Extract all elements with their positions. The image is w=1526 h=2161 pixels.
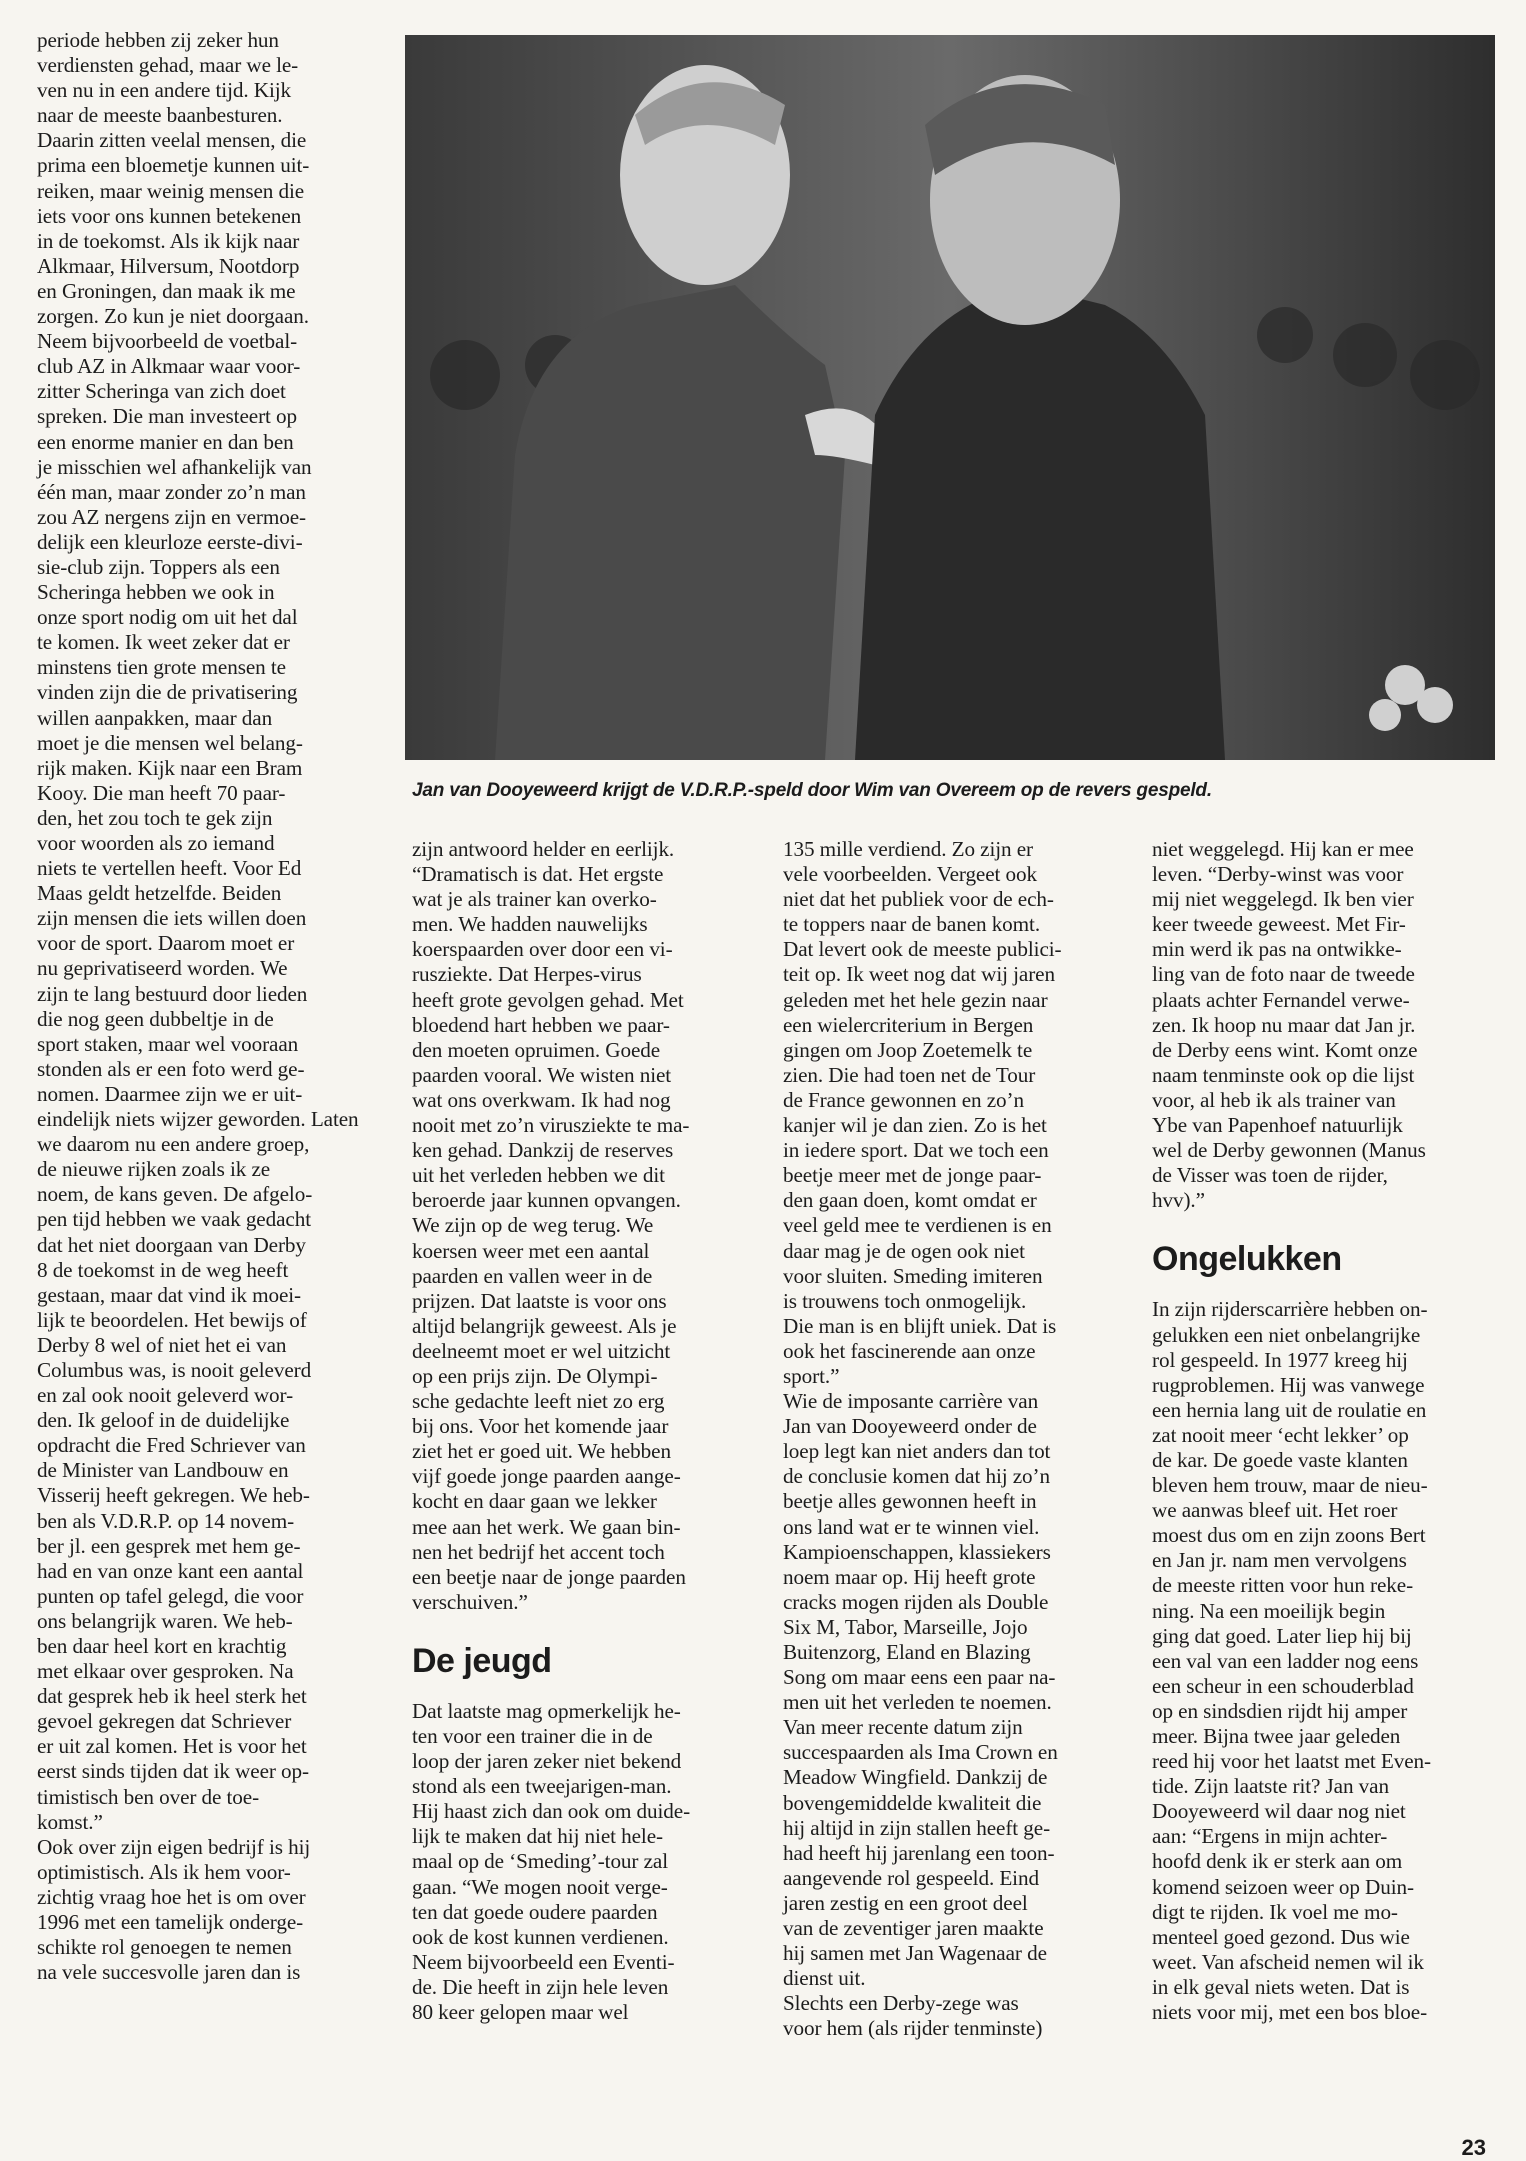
text-line: gevoel gekregen dat Schriever — [37, 1709, 292, 1734]
text-line: paarden vooral. We wisten niet — [412, 1062, 672, 1087]
text-line: ging dat goed. Later liep hij bij — [1152, 1623, 1412, 1648]
text-line: verschuiven.” — [412, 1589, 528, 1614]
text-line: je misschien wel afhankelijk van — [37, 454, 312, 479]
text-line: naam tenminste ook op die lijst — [1152, 1062, 1415, 1087]
text-line: moest dus om en zijn zoons Bert — [1152, 1523, 1426, 1548]
text-line: lijk te maken dat hij niet hele- — [412, 1824, 663, 1849]
text-line: stond als een tweejarigen-man. — [412, 1774, 672, 1799]
text-line: reed hij voor het laatst met Even- — [1152, 1749, 1432, 1774]
text-line: noem, de kans geven. De afgelo- — [37, 1182, 313, 1207]
text-line: uit het verleden hebben we dit — [412, 1163, 665, 1188]
text-line: koerspaarden over door een vi- — [412, 937, 673, 962]
text-line: Kampioenschappen, klassiekers — [783, 1539, 1051, 1564]
text-line: timistisch ben over de toe- — [37, 1784, 260, 1809]
text-line: Van meer recente datum zijn — [783, 1715, 1023, 1740]
photo — [405, 35, 1495, 760]
text-line: men uit het verleden te noemen. — [783, 1690, 1052, 1715]
text-line: maal op de ‘Smeding’-tour zal — [412, 1849, 668, 1874]
text-line: club AZ in Alkmaar waar voor- — [37, 354, 301, 379]
text-line: ber jl. een gesprek met hem ge- — [37, 1533, 301, 1558]
text-line: mee aan het werk. We gaan bin- — [412, 1514, 681, 1539]
text-line: prima een bloemetje kunnen uit- — [37, 153, 310, 178]
text-line: ning. Na een moeilijk begin — [1152, 1598, 1386, 1623]
text-line: den gaan doen, komt omdat er — [783, 1188, 1037, 1213]
text-line: zat nooit meer ‘echt lekker’ op — [1152, 1422, 1409, 1447]
text-line: de Visser was toen de rijder, — [1152, 1163, 1388, 1188]
text-line: zen. Ik hoop nu maar dat Jan jr. — [1152, 1012, 1416, 1037]
text-line: tide. Zijn laatste rit? Jan van — [1152, 1774, 1389, 1799]
text-line: zijn te lang bestuurd door lieden — [37, 981, 308, 1006]
text-line: ook de kost kunnen verdienen. — [412, 1924, 669, 1949]
text-line: Alkmaar, Hilversum, Nootdorp — [37, 253, 300, 278]
text-line: daar mag je de ogen ook niet — [783, 1238, 1025, 1263]
text-line: cracks mogen rijden als Double — [783, 1589, 1049, 1614]
text-line: is trouwens toch onmogelijk. — [783, 1288, 1027, 1313]
text-line: gaan. “We mogen nooit verge- — [412, 1874, 668, 1899]
section-heading-jeugd: De jeugd — [412, 1641, 552, 1680]
text-line: op en sindsdien rijdt hij amper — [1152, 1698, 1408, 1723]
text-line: bovengemiddelde kwaliteit die — [783, 1790, 1042, 1815]
page-number: 23 — [1461, 2135, 1486, 2160]
text-line: 135 mille verdiend. Zo zijn er — [783, 837, 1033, 861]
text-line: gelukken een niet onbelangrijke — [1152, 1322, 1421, 1347]
text-line: Dat laatste mag opmerkelijk he- — [412, 1698, 681, 1723]
text-line: ken gehad. Dankzij de reserves — [412, 1138, 674, 1163]
text-line: teit op. Ik weet nog dat wij jaren — [783, 962, 1055, 987]
text-line: Dooyeweerd wil daar nog niet — [1152, 1799, 1406, 1824]
text-line: menteel goed gezond. Dus wie — [1152, 1924, 1410, 1949]
text-line: men. We hadden nauwelijks — [412, 912, 648, 937]
text-line: er uit zal komen. Het is voor het — [37, 1734, 307, 1759]
text-line: hij altijd in zijn stallen heeft ge- — [783, 1815, 1051, 1840]
section-heading-ongelukken: Ongelukken — [1152, 1240, 1342, 1279]
text-line: en Groningen, dan maak ik me — [37, 278, 296, 303]
text-line: beroerde jaar kunnen opvangen. — [412, 1188, 681, 1213]
text-line: vijf goede jonge paarden aange- — [412, 1464, 681, 1489]
text-line: Meadow Wingfield. Dankzij de — [783, 1765, 1048, 1790]
text-line: Ybe van Papenhoef natuurlijk — [1152, 1113, 1403, 1138]
text-line: kocht en daar gaan we lekker — [412, 1489, 657, 1514]
text-line: 1996 met een tamelijk onderge- — [37, 1910, 304, 1935]
text-line: voor, al heb ik als trainer van — [1152, 1087, 1396, 1112]
text-line: rijk maken. Kijk naar een Bram — [37, 755, 303, 780]
text-line: een beetje naar de jonge paarden — [412, 1564, 686, 1589]
text-line: moet je die mensen wel belang- — [37, 730, 303, 755]
text-line: keer tweede geweest. Met Fir- — [1152, 912, 1406, 937]
text-line: Wie de imposante carrière van — [783, 1389, 1039, 1414]
text-line: heeft grote gevolgen gehad. Met — [412, 987, 684, 1012]
text-line: voor sluiten. Smeding imiteren — [783, 1263, 1043, 1288]
text-line: altijd belangrijk geweest. Als je — [412, 1313, 677, 1338]
text-line: verdiensten gehad, maar we le- — [37, 53, 299, 78]
text-line: zorgen. Zo kun je niet doorgaan. — [37, 304, 309, 329]
text-line: digt te rijden. Ik voel me mo- — [1152, 1899, 1398, 1924]
text-line: aangevende rol gespeeld. Eind — [783, 1865, 1039, 1890]
text-line: voor de sport. Daarom moet er — [37, 931, 295, 956]
text-line: stonden als er een foto werd ge- — [37, 1056, 305, 1081]
photo-two-men-pinning-badge-icon — [405, 35, 1495, 760]
text-line: lijk te beoordelen. Het bewijs of — [37, 1307, 307, 1332]
text-line: de meeste ritten voor hun reke- — [1152, 1573, 1414, 1598]
text-line: in de toekomst. Als ik kijk naar — [37, 228, 300, 253]
text-line: Die man is en blijft uniek. Dat is — [783, 1313, 1057, 1338]
text-line: wat ons overkwam. Ik had nog — [412, 1087, 671, 1112]
text-line: dat gesprek heb ik heel sterk het — [37, 1684, 307, 1709]
text-line: een wielercriterium in Bergen — [783, 1012, 1034, 1037]
text-line: spreken. Die man investeert op — [37, 404, 297, 429]
text-line: komst.” — [37, 1809, 103, 1834]
text-line: jaren zestig en een groot deel — [783, 1890, 1028, 1915]
text-line: iets voor ons kunnen betekenen — [37, 203, 302, 228]
text-line: loep legt kan niet anders dan tot — [783, 1439, 1051, 1464]
text-line: In zijn rijderscarrière hebben on- — [1152, 1297, 1428, 1322]
text-line: sie-club zijn. Toppers als een — [37, 554, 280, 579]
photo-caption: Jan van Dooyeweerd krijgt de V.D.R.P.-speld door Wim van Overeem op de revers gespeld. — [412, 780, 1212, 801]
text-line: de Derby eens wint. Komt onze — [1152, 1037, 1418, 1062]
text-line: op een prijs zijn. De Olympi- — [412, 1363, 658, 1388]
text-line: hoofd denk ik er sterk aan om — [1152, 1849, 1403, 1874]
text-line: rol gespeeld. In 1977 kreeg hij — [1152, 1347, 1408, 1372]
text-line: in iedere sport. Dat we toch een — [783, 1138, 1049, 1163]
text-line: Visserij heeft gekregen. We heb- — [37, 1483, 310, 1508]
text-line: met elkaar over gesproken. Na — [37, 1659, 294, 1684]
text-line: en Jan jr. nam men vervolgens — [1152, 1548, 1407, 1573]
text-line: mij niet weggelegd. Ik ben vier — [1152, 887, 1414, 912]
text-column-1 — [37, 28, 402, 1985]
text-line: reiken, maar weinig mensen die — [37, 178, 305, 203]
text-line: niets te vertellen heeft. Voor Ed — [37, 856, 302, 881]
text-line: Kooy. Die man heeft 70 paar- — [37, 780, 286, 805]
text-line: na vele succesvolle jaren dan is — [37, 1960, 301, 1985]
text-line: Six M, Tabor, Marseille, Jojo — [783, 1614, 1028, 1639]
text-line: willen aanpakken, maar dan — [37, 705, 273, 730]
text-line: paarden en vallen weer in de — [412, 1263, 653, 1288]
text-line: meer. Bijna twee jaar geleden — [1152, 1724, 1401, 1748]
text-line: dat het niet doorgaan van Derby — [37, 1232, 306, 1257]
text-line: hij samen met Jan Wagenaar de — [783, 1941, 1047, 1966]
text-line: Slechts een Derby-zege was — [783, 1991, 1019, 2016]
text-line: minstens tien grote mensen te — [37, 655, 286, 680]
text-line: Song om maar eens een paar na- — [783, 1665, 1056, 1690]
text-line: den, het zou toch te gek zijn — [37, 805, 273, 830]
text-line: één man, maar zonder zo’n man — [37, 479, 306, 504]
text-line: niets voor mij, met een bos bloe- — [1152, 2000, 1428, 2025]
text-line: leven. “Derby-winst was voor — [1152, 862, 1404, 887]
text-line: bloedend hart hebben we paar- — [412, 1012, 670, 1037]
text-line: delijk een kleurloze eerste-divi- — [37, 529, 303, 554]
text-line: in elk geval niets weten. Dat is — [1152, 1974, 1410, 1999]
text-line: Jan van Dooyeweerd onder de — [783, 1414, 1037, 1439]
text-line: den moeten opruimen. Goede — [412, 1037, 661, 1062]
text-line: Neem bijvoorbeeld de voetbal- — [37, 329, 298, 354]
text-line: had en van onze kant een aantal — [37, 1558, 304, 1583]
text-line: zou AZ nergens zijn en vermoe- — [37, 504, 307, 529]
text-line: voor hem (als rijder tenminste) — [783, 2016, 1043, 2041]
text-line: wel de Derby gewonnen (Manus — [1152, 1138, 1426, 1163]
text-line: gingen om Joop Zoetemelk te — [783, 1037, 1033, 1062]
text-line: weet. Van afscheid nemen wil ik — [1152, 1949, 1424, 1974]
text-line: “Dramatisch is dat. Het ergste — [412, 862, 664, 887]
text-line: te komen. Ik weet zeker dat er — [37, 630, 290, 655]
text-line: ven nu in een andere tijd. Kijk — [37, 78, 292, 103]
text-line: de kar. De goede vaste klanten — [1152, 1447, 1408, 1472]
text-line: deelneemt moet er wel uitzicht — [412, 1338, 671, 1363]
col2-body-b — [412, 1699, 767, 2025]
text-line: beetje alles gewonnen heeft in — [783, 1489, 1037, 1514]
text-line: vele voorbeelden. Vergeet ook — [783, 862, 1038, 887]
text-line: de conclusie komen dat hij zo’n — [783, 1464, 1050, 1489]
text-line: niet dat het publiek voor de ech- — [783, 887, 1054, 912]
text-line: de nieuwe rijken zoals ik ze — [37, 1157, 271, 1182]
text-line: ben daar heel kort en krachtig — [37, 1634, 287, 1658]
text-line: min werd ik pas na ontwikke- — [1152, 937, 1402, 962]
text-line: loop der jaren zeker niet bekend — [412, 1749, 682, 1774]
text-line: aan: “Ergens in mijn achter- — [1152, 1824, 1388, 1849]
text-line: dienst uit. — [783, 1966, 866, 1991]
text-line: de France gewonnen en zo’n — [783, 1087, 1024, 1112]
text-line: ons belangrijk waren. We heb- — [37, 1608, 293, 1633]
text-line: een scheur in een schouderblad — [1152, 1673, 1414, 1698]
text-line: nen het bedrijf het accent toch — [412, 1539, 665, 1564]
text-line: de Minister van Landbouw en — [37, 1458, 289, 1483]
text-line: rugproblemen. Hij was vanwege — [1152, 1372, 1425, 1397]
text-line: we daarom nu een andere groep, — [37, 1132, 310, 1157]
text-line: bij ons. Voor het komende jaar — [412, 1414, 669, 1439]
text-column-4 — [1152, 837, 1502, 2025]
text-line: succespaarden als Ima Crown en — [783, 1740, 1058, 1765]
text-column-2 — [412, 837, 767, 2025]
text-line: Dat levert ook de meeste publici- — [783, 937, 1062, 962]
text-line: en zal ook nooit geleverd wor- — [37, 1383, 294, 1408]
text-line: een hernia lang uit de roulatie en — [1152, 1397, 1427, 1422]
text-line: zien. Die had toen net de Tour — [783, 1062, 1036, 1087]
text-line: te toppers naar de banen komt. — [783, 912, 1041, 937]
text-line: van de zeventiger jaren maakte — [783, 1916, 1044, 1941]
text-line: onze sport nodig om uit het dal — [37, 605, 298, 630]
text-line: Daarin zitten veelal mensen, die — [37, 128, 307, 153]
text-line: bleven hem trouw, maar de nieu- — [1152, 1473, 1428, 1498]
text-line: zitter Scheringa van zich doet — [37, 379, 286, 404]
text-line: 80 keer gelopen maar wel — [412, 2000, 629, 2025]
text-line: komend seizoen weer op Duin- — [1152, 1874, 1414, 1899]
text-line: beetje meer met de jonge paar- — [783, 1163, 1042, 1188]
col2-body-a — [412, 837, 767, 1615]
text-line: nu geprivatiseerd worden. We — [37, 956, 288, 981]
text-line: Maas geldt hetzelfde. Beiden — [37, 881, 282, 906]
text-line: een enorme manier en dan ben — [37, 429, 294, 454]
text-line: eerst sinds tijden dat ik weer op- — [37, 1759, 309, 1784]
text-line: sport.” — [783, 1363, 840, 1388]
text-line: sport staken, maar wel vooraan — [37, 1031, 299, 1056]
text-line: optimistisch. Als ik hem voor- — [37, 1859, 291, 1884]
text-line: ons land wat er te winnen viel. — [783, 1514, 1040, 1539]
text-line: Scheringa hebben we ook in — [37, 580, 275, 605]
text-line: nomen. Daarmee zijn we er uit- — [37, 1081, 303, 1106]
text-line: Neem bijvoorbeeld een Eventi- — [412, 1949, 675, 1974]
text-line: ten dat goede oudere paarden — [412, 1899, 658, 1924]
text-line: ziet het er goed uit. We hebben — [412, 1439, 671, 1464]
text-line: We zijn op de weg terug. We — [412, 1213, 654, 1238]
text-line: ten voor een trainer die in de — [412, 1724, 653, 1748]
text-line: noem maar op. Hij heeft grote — [783, 1564, 1036, 1589]
text-line: wat je als trainer kan overko- — [412, 887, 657, 912]
text-line: niet weggelegd. Hij kan er mee — [1152, 837, 1414, 861]
text-line: had heeft hij jarenlang een toon- — [783, 1840, 1055, 1865]
text-line: die nog geen dubbeltje in de — [37, 1006, 274, 1031]
text-line: geleden met het hele gezin naar — [783, 987, 1048, 1012]
text-line: ling van de foto naar de tweede — [1152, 962, 1415, 987]
text-line: ook het fascinerende aan onze — [783, 1338, 1036, 1363]
text-line: gestaan, maar dat vind ik moei- — [37, 1282, 302, 1307]
text-line: een val van een ladder nog eens — [1152, 1648, 1419, 1673]
text-line: zijn mensen die iets willen doen — [37, 906, 307, 931]
text-line: kanjer wil je dan zien. Zo is het — [783, 1113, 1047, 1138]
text-line: periode hebben zij zeker hun — [37, 28, 279, 52]
text-line: prijzen. Dat laatste is voor ons — [412, 1288, 667, 1313]
col4-body-b — [1152, 1297, 1502, 2025]
text-line: koersen weer met een aantal — [412, 1238, 650, 1263]
text-line: pen tijd hebben we vaak gedacht — [37, 1207, 311, 1232]
text-line: Hij haast zich dan ook om duide- — [412, 1799, 691, 1824]
text-line: vinden zijn die de privatisering — [37, 680, 298, 705]
text-line: Ook over zijn eigen bedrijf is hij — [37, 1834, 311, 1859]
text-line: schikte rol genoegen te nemen — [37, 1935, 292, 1960]
text-line: Buitenzorg, Eland en Blazing — [783, 1640, 1031, 1664]
text-line: de. Die heeft in zijn hele leven — [412, 1974, 669, 1999]
text-line: zijn antwoord helder en eerlijk. — [412, 837, 675, 861]
text-line: rusziekte. Dat Herpes-virus — [412, 962, 642, 987]
text-line: eindelijk niets wijzer geworden. Laten — [37, 1107, 359, 1132]
text-line: we aanwas bleef uit. Het roer — [1152, 1498, 1398, 1523]
text-line: Derby 8 wel of niet het ei van — [37, 1332, 287, 1357]
text-line: nooit met zo’n virusziekte te ma- — [412, 1113, 690, 1138]
text-column-3 — [783, 837, 1133, 2042]
text-line: Columbus was, is nooit geleverd — [37, 1357, 312, 1382]
text-line: punten op tafel gelegd, die voor — [37, 1583, 304, 1608]
text-line: zichtig vraag hoe het is om over — [37, 1884, 306, 1909]
text-line: sche gedachte leeft niet zo erg — [412, 1389, 665, 1414]
text-line: veel geld mee te verdienen is en — [783, 1213, 1052, 1238]
text-line: naar de meeste baanbesturen. — [37, 103, 283, 128]
text-line: hvv).” — [1152, 1188, 1205, 1213]
text-line: den. Ik geloof in de duidelijke — [37, 1408, 290, 1433]
text-line: ben als V.D.R.P. op 14 novem- — [37, 1508, 295, 1533]
text-line: voor woorden als zo iemand — [37, 831, 275, 855]
text-line: 8 de toekomst in de weg heeft — [37, 1257, 289, 1282]
text-line: opdracht die Fred Schriever van — [37, 1433, 306, 1458]
col4-body-a — [1152, 837, 1502, 1213]
text-line: plaats achter Fernandel verwe- — [1152, 987, 1410, 1012]
